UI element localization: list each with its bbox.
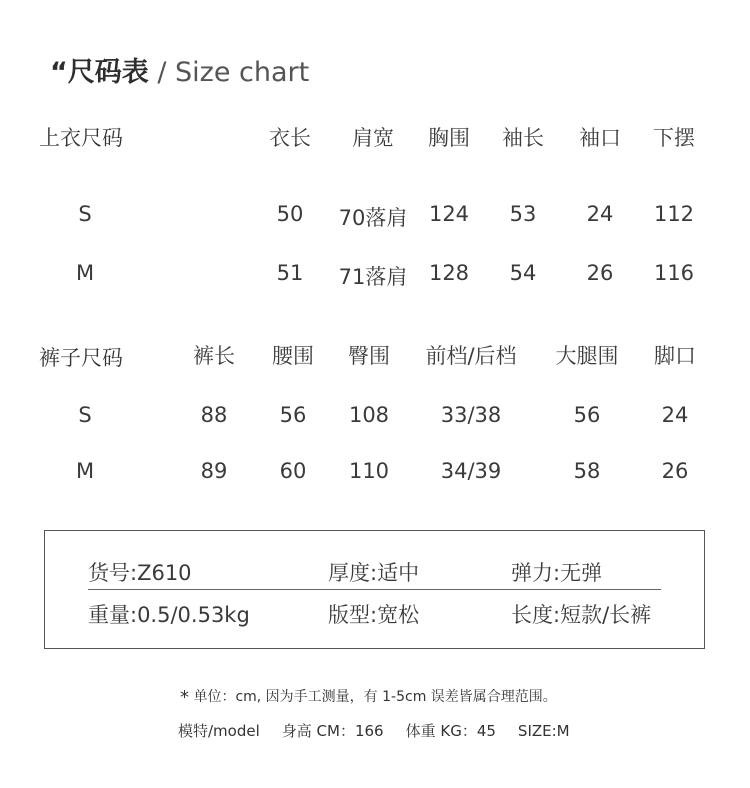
top-header-hem: 下摆: [653, 126, 695, 150]
top-row-s-cell: 53: [509, 202, 537, 226]
top-header-shoulder: 肩宽: [352, 126, 394, 150]
top-row-m-cell: 116: [653, 261, 695, 285]
pants-row-s-cell: 24: [661, 403, 689, 427]
top-header-sleeve: 袖长: [502, 126, 544, 150]
pants-row-m-cell: 58: [573, 459, 601, 483]
pants-header-length: 裤长: [193, 344, 235, 368]
pants-row-s-cell: 108: [348, 403, 390, 427]
fit-type: 版型:宽松: [328, 603, 420, 627]
thickness: 厚度:适中: [328, 561, 420, 585]
info-divider: [88, 589, 661, 590]
pants-row-s-cell: 88: [200, 403, 228, 427]
pants-header-thigh: 大腿围: [555, 344, 619, 368]
model-weight: 体重 KG：45: [405, 722, 496, 740]
top-header-chest: 胸围: [428, 126, 470, 150]
pants-row-m-cell: 26: [661, 459, 689, 483]
top-row-s-cell: 124: [428, 202, 470, 226]
pants-header-rise: 前档/后档: [425, 344, 517, 368]
pants-row-s-cell: 56: [573, 403, 601, 427]
pants-row-s-cell: 33/38: [440, 403, 502, 427]
pants-table-label: 裤子尺码: [39, 346, 123, 370]
pants-row-m-size: M: [75, 459, 95, 483]
pants-header-hip: 臀围: [348, 344, 390, 368]
pants-header-waist: 腰围: [272, 344, 314, 368]
model-height: 身高 CM：166: [281, 722, 384, 740]
pants-row-s-size: S: [78, 403, 92, 427]
title-cn: “尺码表: [50, 57, 149, 88]
top-row-s-size: S: [78, 202, 92, 226]
top-row-m-cell: 71落肩: [338, 265, 408, 289]
top-table-label: 上衣尺码: [39, 126, 123, 150]
top-row-s-cell: 24: [586, 202, 614, 226]
asterisk-icon: *: [180, 687, 189, 708]
garment-length: 长度:短款/长裤: [511, 603, 652, 627]
pants-row-m-cell: 60: [279, 459, 307, 483]
item-weight: 重量:0.5/0.53kg: [88, 603, 250, 627]
pants-header-leg-opening: 脚口: [654, 344, 696, 368]
top-row-m-cell: 54: [509, 261, 537, 285]
item-number: 货号:Z610: [88, 561, 192, 585]
model-size: SIZE:M: [517, 722, 570, 740]
model-info: [178, 720, 570, 741]
top-row-m-cell: 128: [428, 261, 470, 285]
top-row-m-cell: 51: [276, 261, 304, 285]
pants-row-s-cell: 56: [279, 403, 307, 427]
title-en: / Size chart: [148, 57, 310, 88]
top-header-cuff: 袖口: [579, 126, 621, 150]
top-row-m-cell: 26: [586, 261, 614, 285]
measurement-note: [180, 686, 557, 708]
elasticity: 弹力:无弹: [511, 561, 603, 585]
top-row-s-cell: 50: [276, 202, 304, 226]
page-title: [50, 50, 309, 89]
pants-row-m-cell: 110: [348, 459, 390, 483]
pants-row-m-cell: 34/39: [440, 459, 502, 483]
pants-row-m-cell: 89: [200, 459, 228, 483]
top-row-s-cell: 70落肩: [338, 206, 408, 230]
top-row-s-cell: 112: [653, 202, 695, 226]
top-row-m-size: M: [75, 261, 95, 285]
measurement-note-text: 单位：cm, 因为手工测量，有 1-5cm 误差皆属合理范围。: [189, 689, 557, 705]
model-label: 模特/model: [178, 722, 260, 740]
top-header-length: 衣长: [269, 126, 311, 150]
